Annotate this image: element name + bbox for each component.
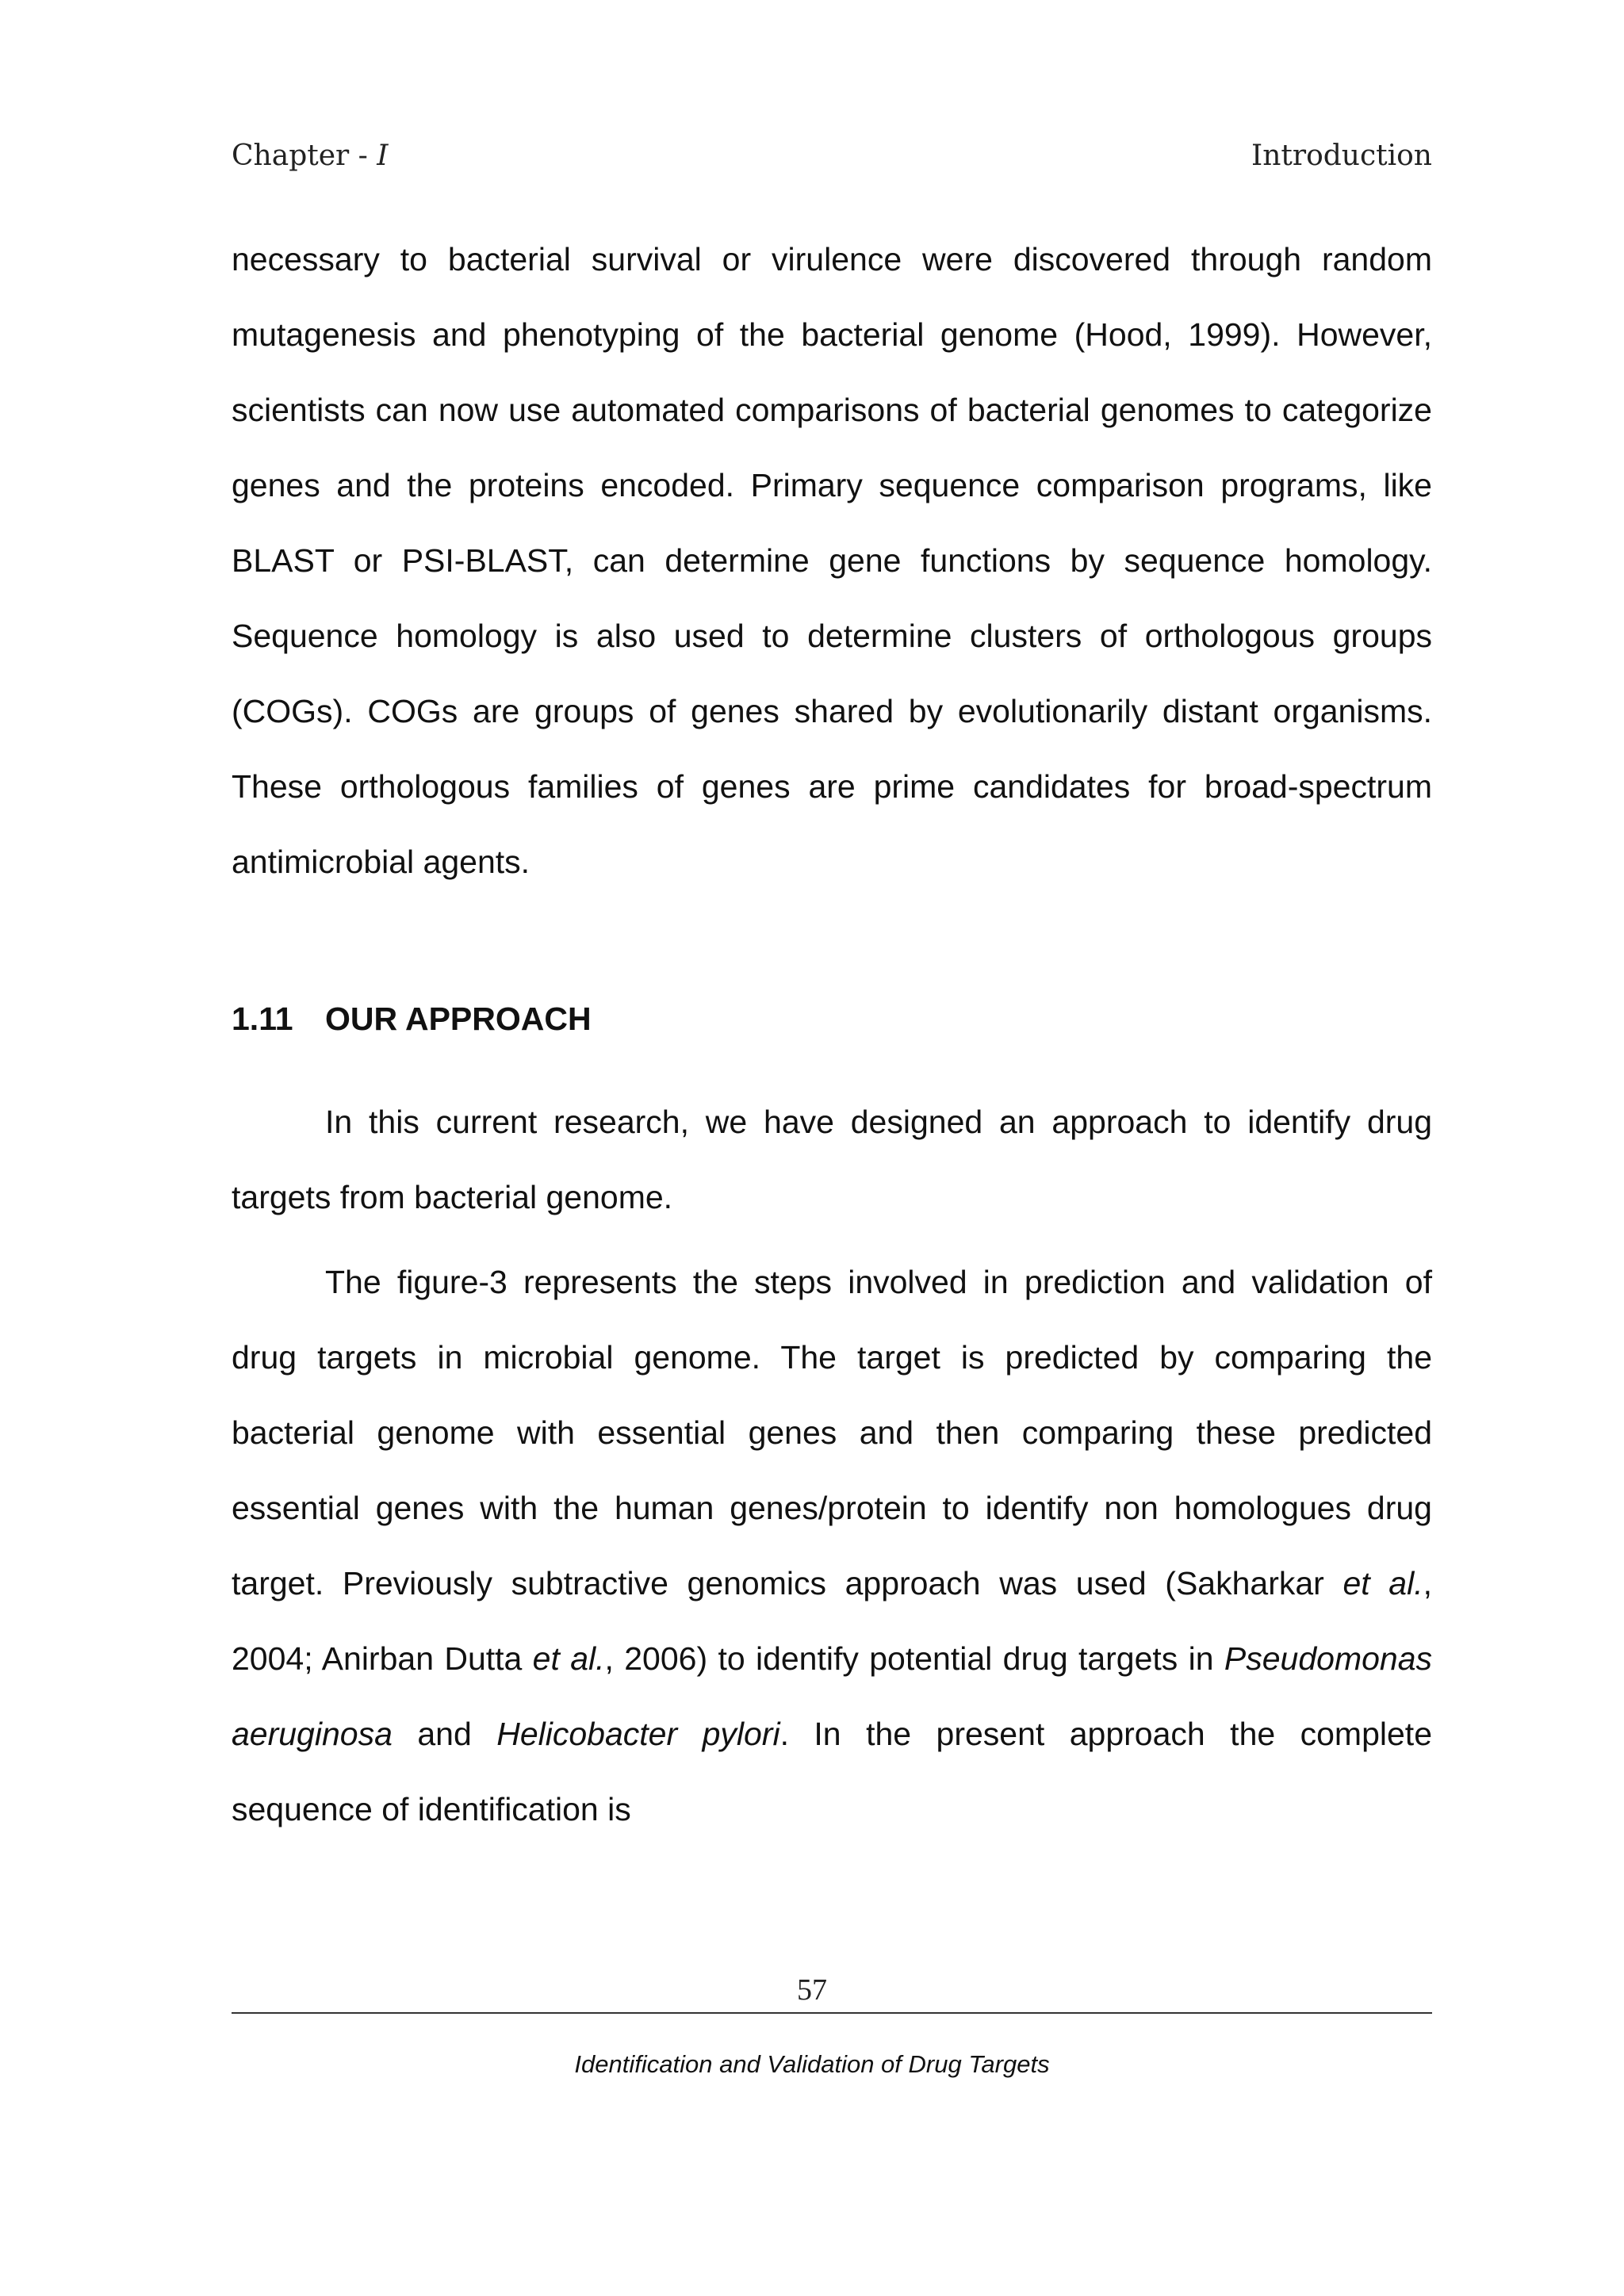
body-paragraph: necessary to bacterial survival or virulence were discovered through random mutagenesis and phenotyping of the bacterial genome (Hood, 1999). However, scientists can now use automated comparisons of bacterial genomes to categorize genes and the proteins encoded. Primary sequence comparison programs, like BLAST or PSI-BLAST, can determine gene functions by sequence homology. Sequence homology is also used to determine clusters of orthologous groups (COGs). COGs are groups of genes shared by evolutionarily distant organisms. These orthologous families of genes are prime candidates for broad-spectrum antimicrobial agents.: [232, 241, 1432, 880]
chapter-prefix: Chapter -: [232, 140, 377, 172]
text-run: , 2004; Anirban Dutta: [232, 1565, 1433, 1677]
page-number: 57: [797, 1973, 827, 2007]
footer-document-title: Identification and Validation of Drug Targets: [574, 2050, 1050, 2078]
running-header: [232, 140, 1432, 187]
section-title: Introduction: [1251, 140, 1432, 172]
body-paragraph: In this current research, we have designed an approach to identify drug targets from bacterial genome.: [232, 1104, 1432, 1215]
citation-et-al: et al.: [532, 1640, 605, 1677]
section-number: 1.11: [232, 1001, 293, 1037]
text-run: . In the present approach the complete sequence of identification is: [232, 1716, 1432, 1827]
species-name: Pseudomonas aeruginosa: [232, 1640, 1433, 1752]
section-heading: [232, 1001, 592, 1038]
section-title-heading: OUR APPROACH: [325, 1001, 592, 1037]
text-run: and: [392, 1716, 497, 1752]
text-run: The figure-3 represents the steps involved in prediction and validation of drug targets in microbial genome. The target is predicted by comparing the bacterial genome with essential genes and then comparing these predicted essential genes with the human genes/protein to identify non homologues drug target. Previously subtractive genomics approach was used (Sakharkar: [232, 1264, 1432, 1601]
text-run: , 2006) to identify potential drug targets in: [604, 1640, 1224, 1677]
footer-divider: [232, 2012, 1432, 2014]
chapter-label: [232, 140, 389, 172]
body-paragraph: [232, 1245, 1432, 1847]
chapter-number: I: [377, 140, 389, 172]
species-name: Helicobacter pylori: [496, 1716, 780, 1752]
citation-et-al: et al.: [1342, 1565, 1423, 1601]
